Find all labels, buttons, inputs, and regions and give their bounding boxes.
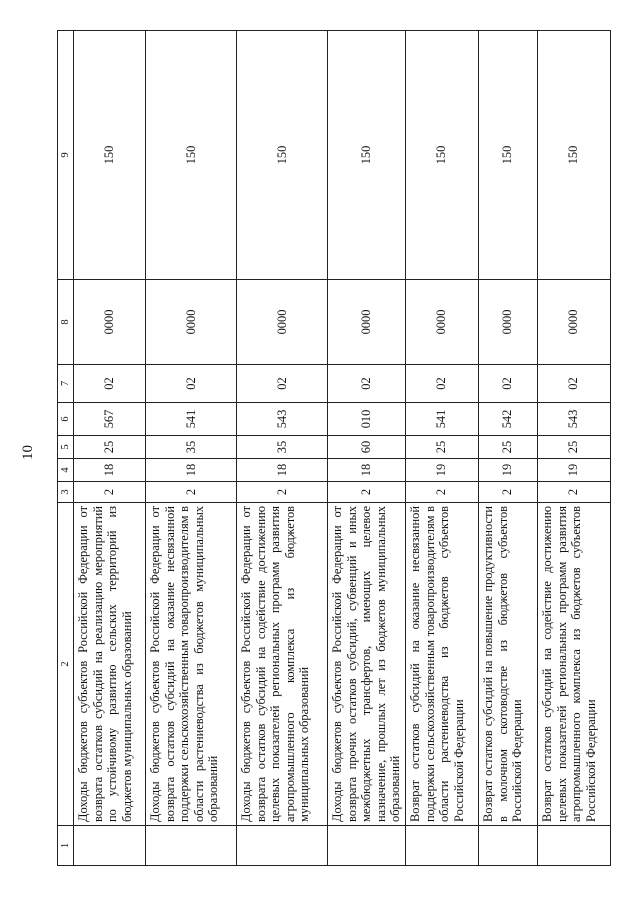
cell-col6: 567 bbox=[74, 403, 146, 436]
page-number: 10 bbox=[20, 445, 36, 460]
cell-description: Доходы бюджетов субъектов Российской Федерации от возврата остатков субсидий на реализацию мероприятий по устойчивому развитию сельских территорий из бюджетов муниципальных образований bbox=[74, 503, 146, 826]
cell-col3: 2 bbox=[146, 482, 237, 503]
cell-description: Возврат остатков субсидий на повышение продуктивности в молочном скотоводстве из бюджетов субъектов Российской Федерации bbox=[478, 503, 537, 826]
column-header-5: 5 bbox=[58, 436, 74, 459]
cell-col8: 0000 bbox=[537, 280, 610, 365]
table-row bbox=[478, 31, 537, 866]
cell-col1 bbox=[537, 826, 610, 866]
cell-col5: 25 bbox=[405, 436, 478, 459]
cell-col5: 35 bbox=[237, 436, 328, 459]
cell-col9: 150 bbox=[478, 31, 537, 280]
table-row bbox=[537, 31, 610, 866]
cell-col3: 2 bbox=[328, 482, 406, 503]
cell-col7: 02 bbox=[405, 365, 478, 403]
cell-col8: 0000 bbox=[405, 280, 478, 365]
table-row bbox=[146, 31, 237, 866]
column-header-9: 9 bbox=[58, 31, 74, 280]
cell-col7: 02 bbox=[237, 365, 328, 403]
cell-description: Доходы бюджетов субъектов Российской Федерации от возврата остатков субсидий на оказание несвязанной поддержки сельскохозяйственным товаропроизводителям в области растениеводства из бюджетов муниципальных образований bbox=[146, 503, 237, 826]
cell-description: Возврат остатков субсидий на содействие достижению целевых показателей региональных программ развития агропромышленного комплекса из бюджетов субъектов Российской Федерации bbox=[537, 503, 610, 826]
cell-col8: 0000 bbox=[74, 280, 146, 365]
cell-col8: 0000 bbox=[478, 280, 537, 365]
cell-col5: 25 bbox=[74, 436, 146, 459]
cell-description: Доходы бюджетов субъектов Российской Федерации от возврата остатков субсидий на содействие достижению целевых показателей региональных программ развития агропромышленного комплекса из бюджетов муниципальных образований bbox=[237, 503, 328, 826]
cell-col7: 02 bbox=[74, 365, 146, 403]
cell-col6: 543 bbox=[237, 403, 328, 436]
cell-col8: 0000 bbox=[146, 280, 237, 365]
cell-col5: 25 bbox=[537, 436, 610, 459]
cell-col5: 60 bbox=[328, 436, 406, 459]
cell-col4: 19 bbox=[405, 459, 478, 482]
cell-col6: 542 bbox=[478, 403, 537, 436]
cell-col4: 18 bbox=[237, 459, 328, 482]
cell-col4: 18 bbox=[328, 459, 406, 482]
cell-col7: 02 bbox=[146, 365, 237, 403]
cell-col4: 18 bbox=[74, 459, 146, 482]
cell-col3: 2 bbox=[405, 482, 478, 503]
cell-col3: 2 bbox=[537, 482, 610, 503]
cell-col3: 2 bbox=[478, 482, 537, 503]
cell-col8: 0000 bbox=[328, 280, 406, 365]
cell-col4: 19 bbox=[478, 459, 537, 482]
column-header-3: 3 bbox=[58, 482, 74, 503]
cell-col9: 150 bbox=[74, 31, 146, 280]
cell-col6: 543 bbox=[537, 403, 610, 436]
cell-col8: 0000 bbox=[237, 280, 328, 365]
cell-col6: 010 bbox=[328, 403, 406, 436]
column-number-row bbox=[58, 31, 74, 866]
cell-col9: 150 bbox=[537, 31, 610, 280]
cell-col3: 2 bbox=[237, 482, 328, 503]
table-row bbox=[328, 31, 406, 866]
cell-col9: 150 bbox=[146, 31, 237, 280]
column-header-2: 2 bbox=[58, 503, 74, 826]
cell-col1 bbox=[74, 826, 146, 866]
cell-col6: 541 bbox=[405, 403, 478, 436]
column-header-1: 1 bbox=[58, 826, 74, 866]
cell-col9: 150 bbox=[328, 31, 406, 280]
table-row bbox=[237, 31, 328, 866]
cell-col9: 150 bbox=[237, 31, 328, 280]
cell-col7: 02 bbox=[537, 365, 610, 403]
column-header-7: 7 bbox=[58, 365, 74, 403]
budget-codes-table bbox=[57, 30, 611, 866]
column-header-6: 6 bbox=[58, 403, 74, 436]
cell-col4: 19 bbox=[537, 459, 610, 482]
cell-col5: 25 bbox=[478, 436, 537, 459]
cell-col3: 2 bbox=[74, 482, 146, 503]
column-header-8: 8 bbox=[58, 280, 74, 365]
column-header-4: 4 bbox=[58, 459, 74, 482]
cell-col6: 541 bbox=[146, 403, 237, 436]
cell-col1 bbox=[405, 826, 478, 866]
cell-col9: 150 bbox=[405, 31, 478, 280]
cell-col1 bbox=[237, 826, 328, 866]
table-row bbox=[74, 31, 146, 866]
cell-col4: 18 bbox=[146, 459, 237, 482]
cell-description: Доходы бюджетов субъектов Российской Федерации от возврата прочих остатков субсидий, субвенций и иных межбюджетных трансфертов, имеющих целевое назначение, прошлых лет из бюджетов муниципальных образований bbox=[328, 503, 406, 826]
cell-description: Возврат остатков субсидий на оказание несвязанной поддержки сельскохозяйственным товаропроизводителям в области растениеводства из бюджетов субъектов Российской Федерации bbox=[405, 503, 478, 826]
cell-col7: 02 bbox=[328, 365, 406, 403]
cell-col1 bbox=[146, 826, 237, 866]
table-row bbox=[405, 31, 478, 866]
cell-col5: 35 bbox=[146, 436, 237, 459]
cell-col7: 02 bbox=[478, 365, 537, 403]
cell-col1 bbox=[328, 826, 406, 866]
cell-col1 bbox=[478, 826, 537, 866]
